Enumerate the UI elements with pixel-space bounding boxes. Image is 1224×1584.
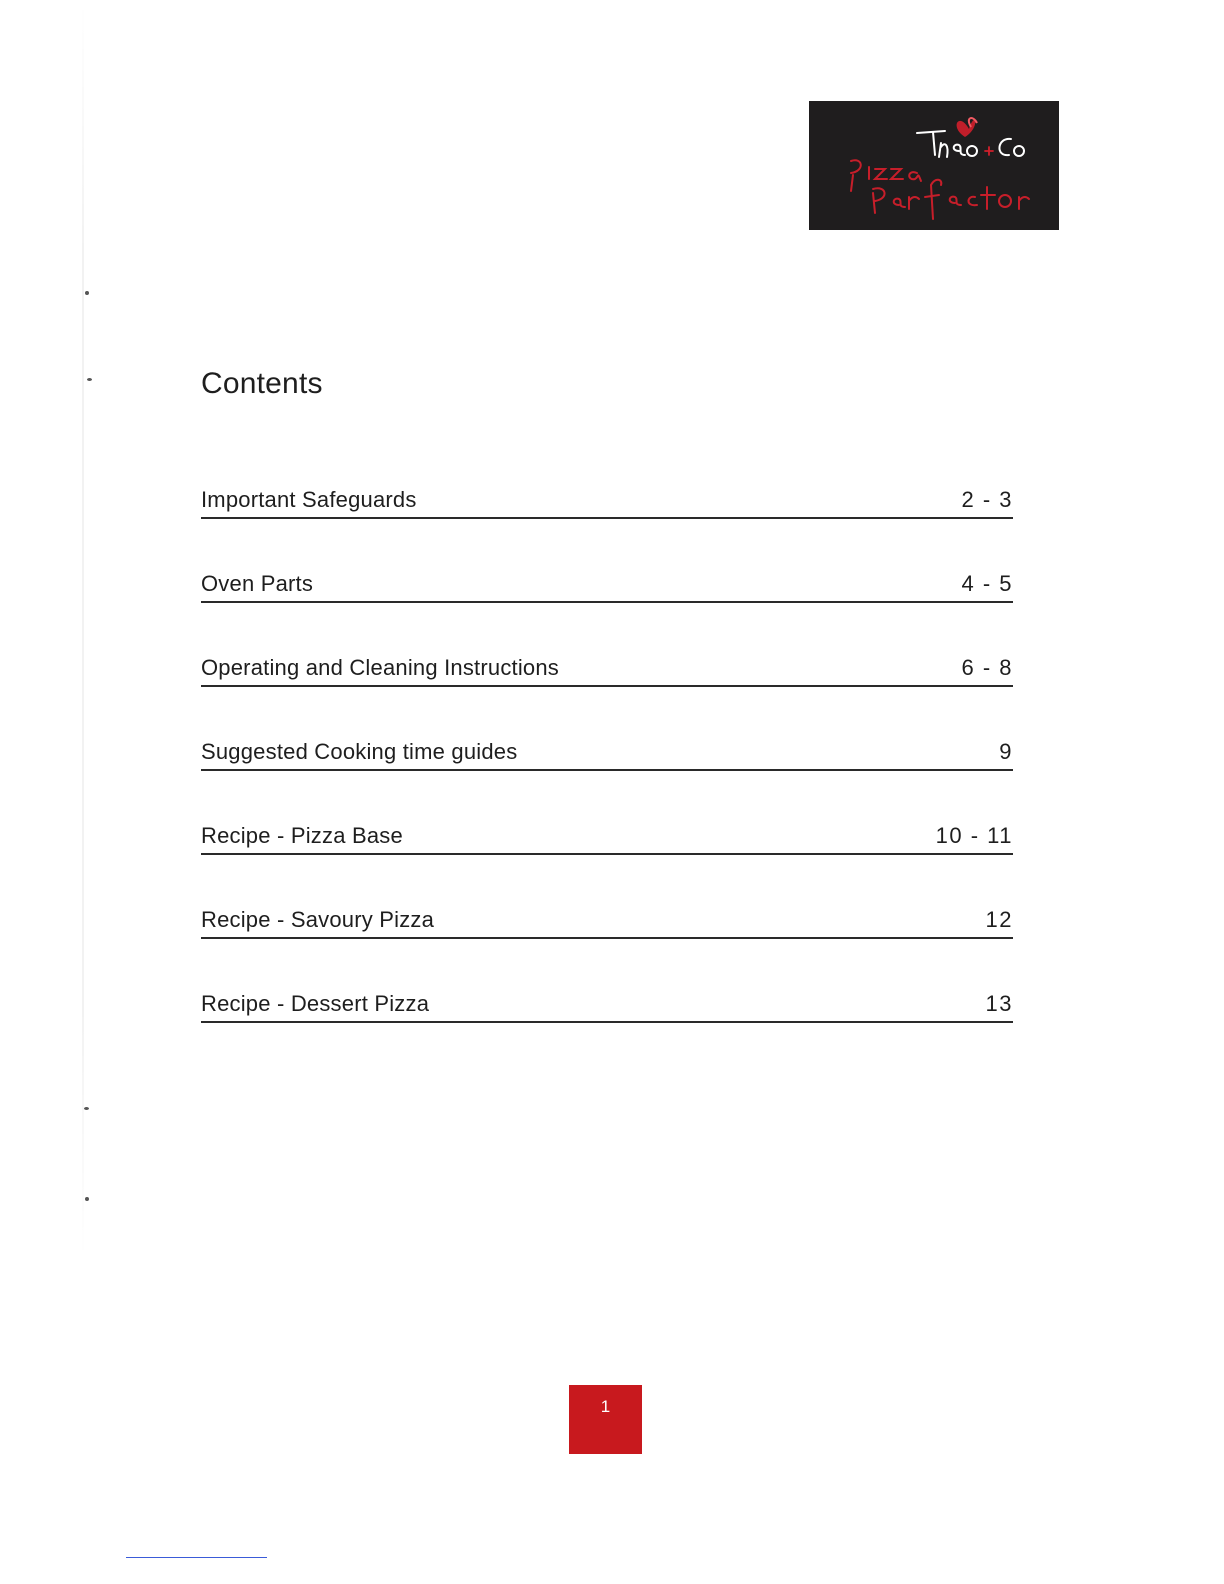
toc-entry-rule (201, 601, 1013, 603)
scan-speck (85, 1197, 89, 1201)
toc-entry-recipe-pizza-base[interactable] (201, 816, 1013, 900)
toc-entry-label: Oven Parts (201, 571, 314, 596)
scan-speck (84, 1107, 89, 1110)
scan-underline (126, 1557, 267, 1558)
toc-entry-rule (201, 853, 1013, 855)
toc-entry-label: Important Safeguards (201, 487, 417, 512)
toc-entry-label: Recipe - Dessert Pizza (201, 991, 430, 1016)
toc-entry-pages: 4 - 5 (961, 571, 1013, 596)
toc-entry-recipe-savoury-pizza[interactable] (201, 900, 1013, 984)
toc-entry-rule (201, 1021, 1013, 1023)
toc-entry-pages: 9 (999, 739, 1013, 764)
contents-heading: Contents (201, 367, 323, 400)
brand-logo-artwork (809, 101, 1059, 230)
toc-entry-label: Operating and Cleaning Instructions (201, 655, 559, 680)
toc-entry-label: Suggested Cooking time guides (201, 739, 518, 764)
scan-speck (87, 378, 92, 381)
toc-entry-rule (201, 937, 1013, 939)
brand-logo (809, 101, 1059, 230)
toc-entry-rule (201, 517, 1013, 519)
scan-speck (85, 291, 89, 295)
toc-entry-pages: 10 - 11 (935, 823, 1013, 848)
table-of-contents (201, 480, 1013, 1068)
toc-entry-pages: 6 - 8 (961, 655, 1013, 680)
toc-entry-rule (201, 685, 1013, 687)
toc-entry-pages: 12 (985, 907, 1013, 932)
toc-entry-oven-parts[interactable] (201, 564, 1013, 648)
page-number-badge: 1 (569, 1385, 642, 1454)
toc-entry-important-safeguards[interactable] (201, 480, 1013, 564)
toc-entry-recipe-dessert-pizza[interactable] (201, 984, 1013, 1068)
toc-entry-cooking-time-guides[interactable] (201, 732, 1013, 816)
toc-entry-operating-cleaning[interactable] (201, 648, 1013, 732)
toc-entry-pages: 2 - 3 (961, 487, 1013, 512)
toc-entry-label: Recipe - Pizza Base (201, 823, 403, 848)
scan-edge (82, 0, 84, 1260)
toc-entry-label: Recipe - Savoury Pizza (201, 907, 435, 932)
toc-entry-pages: 13 (985, 991, 1013, 1016)
toc-entry-rule (201, 769, 1013, 771)
